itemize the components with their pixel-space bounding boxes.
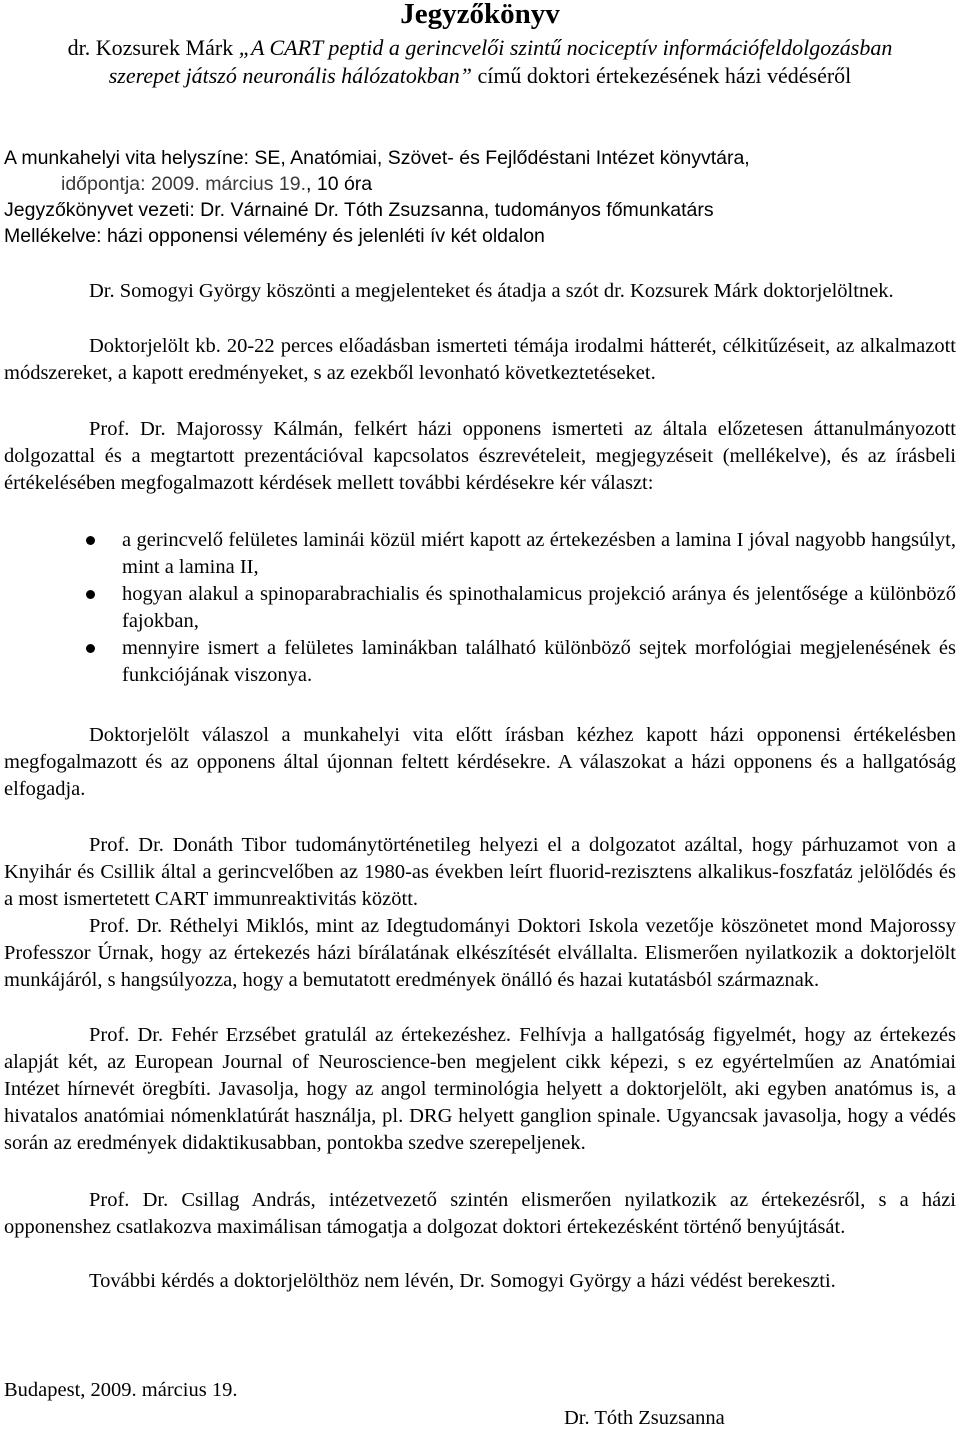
meeting-location: A munkahelyi vita helyszíne: SE, Anatómiai, Szövet- és Fejlődéstani Intézet könyvtára, [4,147,750,169]
meeting-date: 2009. március 19. [151,173,307,195]
paragraph-text: Doktorjelölt válaszol a munkahelyi vita előtt írásban kézhez kapott házi opponensi értékelésben megfogalmazott és az opponens által újonnan feltett kérdésekre. A válaszokat a házi opponens és a hallgatóság elfogadja. [4,724,956,800]
subtitle-line-1 [0,34,960,62]
subtitle-thesis-title-part-1: „A CART peptid a gerincvelői szintű nociceptív információfeldolgozásban [238,35,893,60]
list-item [4,581,956,635]
meeting-time [61,171,372,197]
bullet-icon [86,590,95,599]
paragraph-opponent [4,416,956,497]
paragraph-text: Prof. Dr. Fehér Erzsébet gratulál az értekezéshez. Felhívja a hallgatóság figyelmét, hogy az értekezés alapját két, az European Journal of Neuroscience-ben megjelent cikk képezi, s ez egyértelműen az Anatómiai Intézet hírnevét öregbíti. Javasolja, hogy az angol terminológia helyett a doktorjelölt, aki egyben anatómus is, a hivatalos anatómiai nómenklatúrát használja, pl. DRG helyett ganglion spinale. Ugyancsak javasolja, hogy a védés során az eredmények didaktikusabban, pontokba szedve szerepeljenek. [4,1024,956,1154]
paragraph-feher [4,1022,956,1157]
paragraph-text: Doktorjelölt kb. 20-22 perces előadásban ismerteti témája irodalmi hátterét, célkitűzéseit, az alkalmazott módszereket, a kapott eredményeket, s az ezekből levonható következtetéseket. [4,335,956,384]
paragraph-text: Prof. Dr. Majorossy Kálmán, felkért házi opponens ismerteti az általa előzetesen áttanulmányozott dolgozattal és a megtartott prezentációval kapcsolatos észrevételeit, megjegyzéseit (mellékelve), és az írásbeli értékelésében megfogalmazott kérdések mellett további kérdésekre kér választ: [4,418,956,494]
bullet-icon [86,536,95,545]
list-item-text: a gerincvelő felületes laminái közül miért kapott az értekezésben a lamina I jóval nagyobb hangsúlyt, mint a lamina II, [122,529,956,578]
bullet-icon [86,644,95,653]
paragraph-presentation [4,333,956,387]
paragraph-candidate-answer [4,722,956,803]
document-title: Jegyzőkönyv [400,0,560,30]
paragraph-text: További kérdés a doktorjelölthöz nem lévén, Dr. Somogyi György a házi védést berekeszti. [89,1270,836,1292]
subtitle-line-2 [0,62,960,90]
list-item-text: hogyan alakul a spinoparabrachialis és spinothalamicus projekció aránya és jelentősége a különböző fajokban, [122,583,956,632]
meeting-hour: , 10 óra [306,173,373,195]
paragraph-csillag [4,1187,956,1241]
signature-name: Dr. Tóth Zsuzsanna [564,1407,725,1429]
subtitle-thesis-title-part-2: szerepet játszó neuronális hálózatokban” [108,63,472,88]
subtitle-candidate: dr. Kozsurek Márk [67,35,239,60]
minutes-recorder: Jegyzőkönyvet vezeti: Dr. Várnainé Dr. Tóth Zsuzsanna, tudományos főmunkatárs [4,199,714,221]
paragraph-text: Prof. Dr. Csillag András, intézetvezető szintén elismerően nyilatkozik az értekezésről, s a házi opponenshez csatlakozva maximálisan támogatja a dolgozat doktori értekezésként történő benyújtását. [4,1189,956,1238]
document-subtitle [0,34,960,90]
paragraph-opening [4,278,956,305]
meeting-time-label: időpontja: [61,173,151,195]
attachments-note: Mellékelve: házi opponensi vélemény és jelenléti ív két oldalon [4,225,545,247]
list-item [4,527,956,581]
list-item-text: mennyire ismert a felületes laminákban található különböző sejtek morfológiai megjelenésének és funkciójának viszonya. [122,637,956,686]
paragraph-closing [4,1268,956,1295]
paragraph-text: Prof. Dr. Réthelyi Miklós, mint az Idegtudományi Doktori Iskola vezetője köszönetet mond Majorossy Professzor Úrnak, hogy az értekezés házi bírálatának elkészítését elvállalta. Elismerően nyilatkozik a doktorjelölt munkájáról, s hangsúlyozza, hogy a bemutatott eredmények önálló és hazai kutatásból származnak. [4,915,956,991]
paragraph-rethelyi [4,913,956,994]
subtitle-suffix: című doktori értekezésének házi védéséről [471,63,852,88]
opponent-questions-list [4,527,956,689]
list-item [4,635,956,689]
paragraph-donath [4,832,956,913]
paragraph-text: Dr. Somogyi György köszönti a megjelenteket és átadja a szót dr. Kozsurek Márk doktorjelöltnek. [89,280,894,302]
paragraph-text: Prof. Dr. Donáth Tibor tudománytörténetileg helyezi el a dolgozatot azáltal, hogy párhuzamot von a Knyihár és Csillik által a gerincvelőben az 1980-as években leírt fluorid-rezisztens alkalikus-foszfatáz jelölődés és a most ismertetett CART immunreaktivitás között. [4,834,956,910]
place-and-date: Budapest, 2009. március 19. [4,1379,238,1401]
